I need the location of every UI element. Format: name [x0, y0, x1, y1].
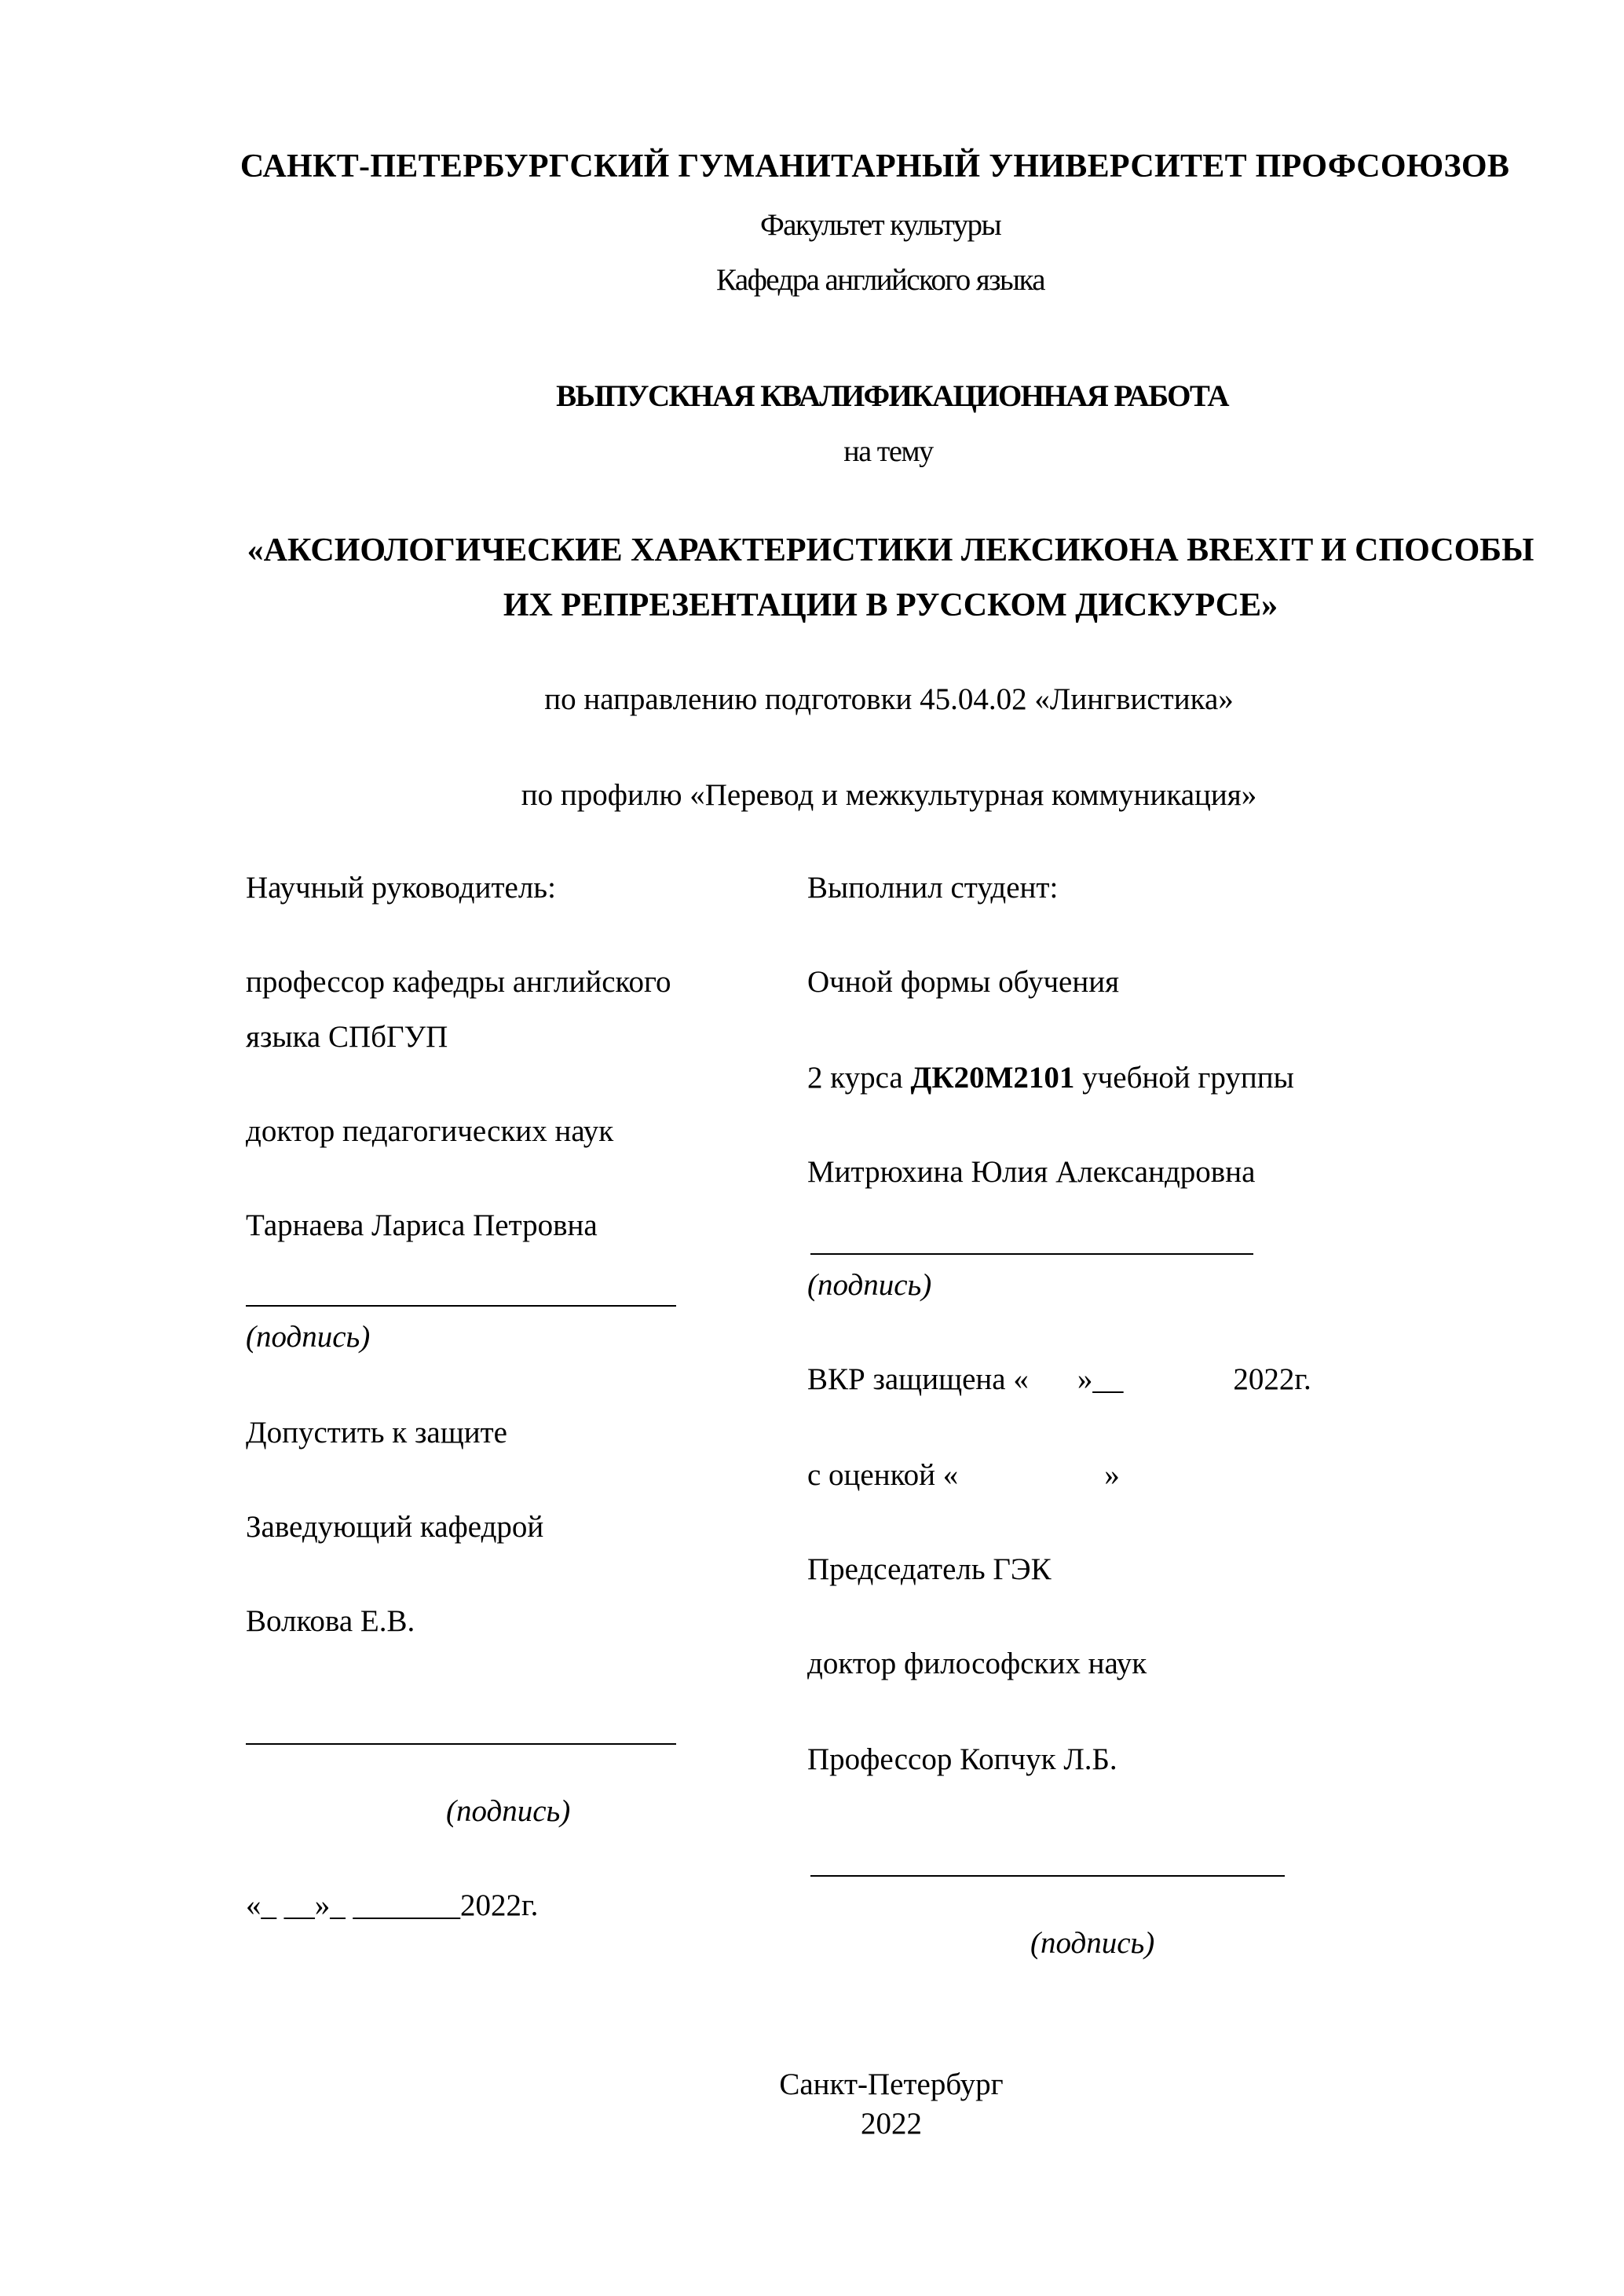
on-topic-label: на тему — [843, 435, 933, 468]
thesis-title-line1: «АКСИОЛОГИЧЕСКИЕ ХАРАКТЕРИСТИКИ ЛЕКСИКОНА BREXIT И СПОСОБЫ — [247, 532, 1534, 569]
admit-date: «_ __»_ _______2022г. — [246, 1888, 539, 1922]
chair-label: Председатель ГЭК — [807, 1552, 1052, 1586]
supervisor-signature-caption: (подпись) — [246, 1320, 371, 1354]
faculty-name: Факультет культуры — [759, 208, 1001, 242]
supervisor-signature-line — [246, 1305, 676, 1307]
defended-year: 2022г. — [1233, 1362, 1311, 1396]
chair-signature-line — [810, 1875, 1285, 1877]
course-prefix: 2 курса — [807, 1061, 911, 1095]
student-label: Выполнил студент: — [807, 871, 1059, 905]
defended-mid: »__ — [1077, 1362, 1124, 1396]
admit-label: Допустить к защите — [246, 1416, 507, 1450]
chair-degree: доктор философских наук — [807, 1647, 1147, 1680]
supervisor-position-line1: профессор кафедры английского — [246, 965, 671, 999]
grade-suffix: » — [1104, 1458, 1120, 1492]
supervisor-position-line2: языка СПбГУП — [246, 1020, 448, 1054]
grade-prefix: с оценкой « — [807, 1458, 959, 1492]
head-signature-line — [246, 1743, 676, 1745]
course-suffix: учебной группы — [1074, 1061, 1294, 1095]
supervisor-name: Тарнаева Лариса Петровна — [246, 1208, 598, 1242]
chair-signature-caption: (подпись) — [1030, 1926, 1155, 1960]
course-group — [807, 1060, 1294, 1097]
work-type-heading: ВЫПУСКНАЯ КВАЛИФИКАЦИОННАЯ РАБОТА — [556, 379, 1228, 413]
student-signature-caption: (подпись) — [807, 1268, 932, 1302]
department-name: Кафедра английского языка — [716, 263, 1044, 297]
chair-name: Профессор Копчук Л.Б. — [807, 1742, 1117, 1776]
defended-prefix: ВКР защищена « — [807, 1362, 1029, 1396]
study-form: Очной формы обучения — [807, 965, 1120, 999]
head-signature-caption: (подпись) — [446, 1794, 571, 1828]
university-name: САНКТ-ПЕТЕРБУРГСКИЙ ГУМАНИТАРНЫЙ УНИВЕРСИТЕТ ПРОФСОЮЗОВ — [240, 148, 1510, 185]
footer-city: Санкт-Петербург — [779, 2067, 1004, 2101]
student-name: Митрюхина Юлия Александровна — [807, 1155, 1256, 1189]
head-of-department-label: Заведующий кафедрой — [246, 1510, 544, 1544]
student-signature-line — [810, 1253, 1253, 1255]
thesis-title-line2: ИХ РЕПРЕЗЕНТАЦИИ В РУССКОМ ДИСКУРСЕ» — [503, 587, 1278, 623]
grade-line — [807, 1457, 1120, 1494]
supervisor-degree: доктор педагогических наук — [246, 1114, 614, 1148]
footer-year: 2022 — [861, 2107, 922, 2141]
supervisor-label: Научный руководитель: — [246, 871, 556, 905]
defended-date — [807, 1362, 1311, 1398]
head-of-department-name: Волкова Е.В. — [246, 1604, 415, 1638]
study-profile: по профилю «Перевод и межкультурная коммуникация» — [521, 778, 1257, 812]
group-code: ДК20М2101 — [910, 1061, 1075, 1095]
study-direction: по направлению подготовки 45.04.02 «Лингвистика» — [544, 682, 1234, 716]
